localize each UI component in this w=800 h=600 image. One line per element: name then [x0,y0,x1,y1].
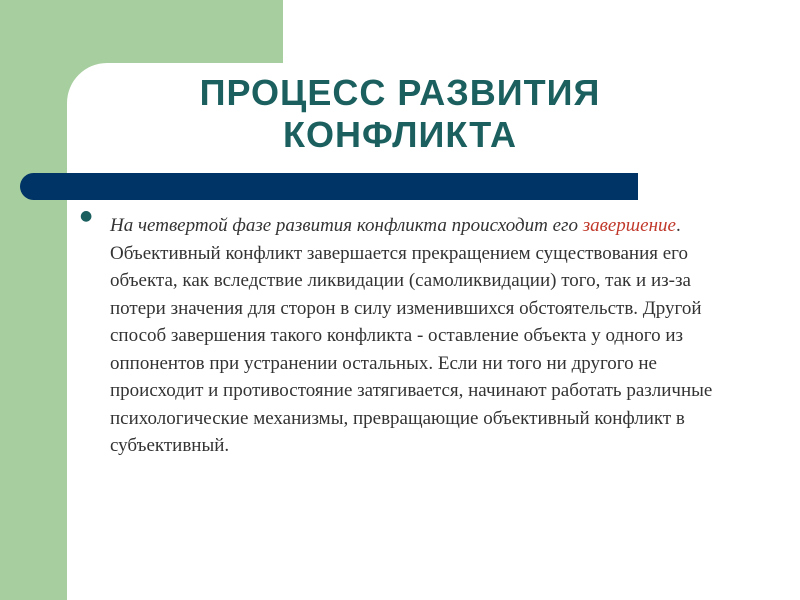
paragraph-intro: На четвертой фазе развития конфликта происходит его [110,215,583,236]
paragraph-rest: . Объективный конфликт завершается прекращением существования его объекта, как вследствие ликвидации (самоликвидации) того, так и из-за потери значения для сторон в силу изменившихся обстоятельств. Другой способ завершения такого конфликта - оставление объекта у одного из оппонентов при устранении остальных. Если ни того ни другого не происходит и противостояние затягивается, начинают работать различные психологические механизмы, превращающие объективный конфликт в субъективный. [110,215,713,456]
paragraph-highlight: завершение [582,215,676,236]
title-line-2: КОНФЛИКТА [282,114,518,155]
title-divider-bar [20,173,638,200]
bullet-icon: ● [80,208,93,224]
body-paragraph [110,212,735,460]
title-line-1: ПРОЦЕСС РАЗВИТИЯ [199,72,601,113]
slide-title [150,72,650,156]
